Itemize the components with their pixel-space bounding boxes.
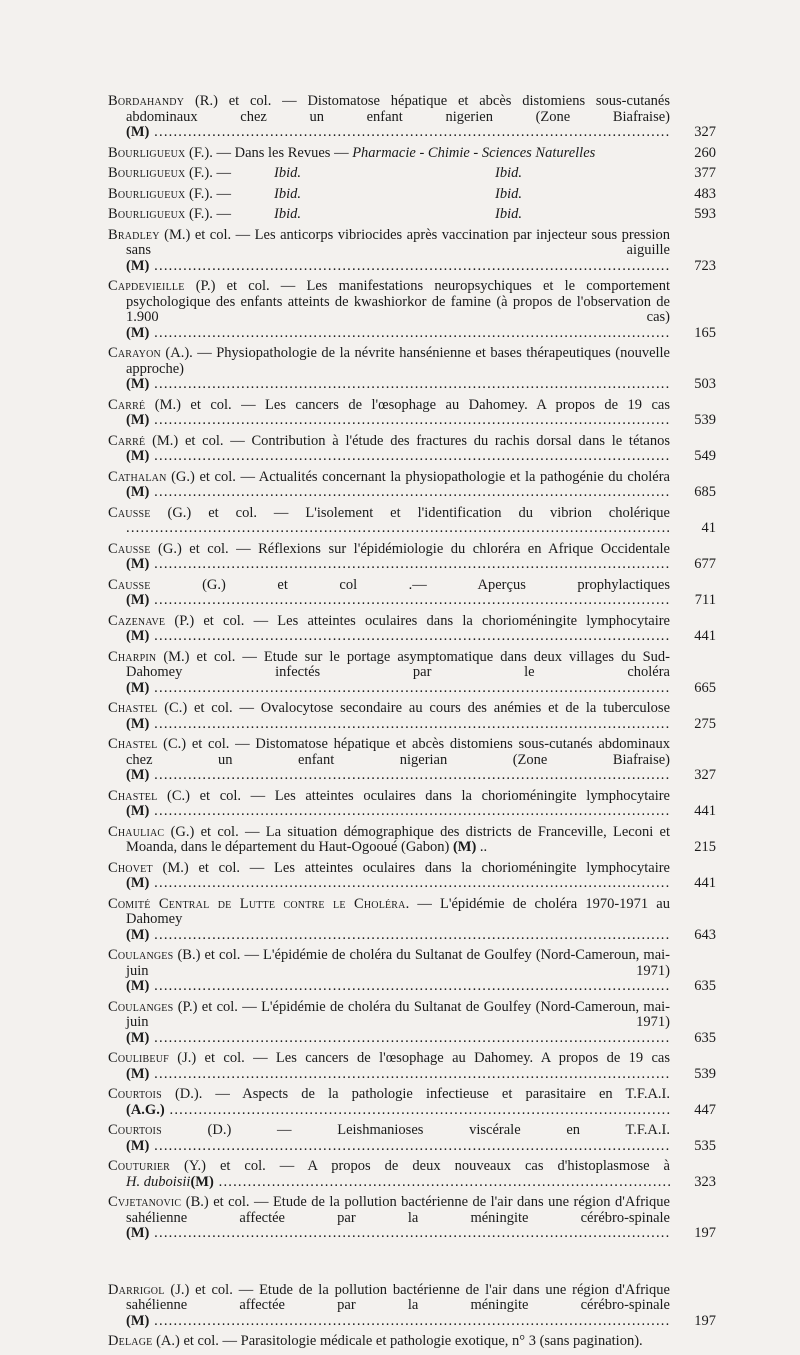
entry-tail bbox=[126, 927, 670, 943]
article-type-marker: (M) bbox=[126, 679, 150, 696]
entries-d bbox=[108, 1283, 716, 1350]
entry-tail bbox=[126, 680, 670, 696]
page-number: 677 bbox=[694, 556, 716, 572]
author-name: Causse bbox=[108, 541, 151, 557]
entry-text bbox=[108, 470, 670, 501]
index-entry bbox=[108, 650, 716, 697]
article-type-marker: (M) bbox=[126, 978, 150, 994]
author-name: Comité Central de Lutte contre le Choléra bbox=[108, 896, 406, 912]
page-number: 275 bbox=[694, 715, 716, 732]
author-name: Capdevieille bbox=[108, 279, 185, 294]
page-number: 503 bbox=[694, 376, 716, 392]
entry-text bbox=[108, 228, 670, 275]
index-entry bbox=[108, 701, 716, 732]
entry-text bbox=[108, 94, 670, 141]
page-number: 539 bbox=[694, 412, 716, 428]
page-number: 441 bbox=[694, 803, 716, 819]
entry-text bbox=[108, 1159, 670, 1190]
entry-text bbox=[108, 1334, 670, 1350]
entry-text bbox=[108, 346, 670, 393]
article-type-marker: (M) bbox=[126, 1065, 150, 1082]
page-number: 197 bbox=[694, 1312, 716, 1329]
entry-tail bbox=[126, 520, 670, 536]
entry-text bbox=[108, 789, 670, 820]
index-entry bbox=[108, 1283, 716, 1330]
page-number: 441 bbox=[694, 875, 716, 891]
entry-text bbox=[108, 578, 670, 609]
entry-tail bbox=[126, 1030, 670, 1046]
author-name: Causse bbox=[108, 505, 151, 521]
entry-text bbox=[108, 948, 670, 995]
entry-title: (P.) et col. — L'épidémie de choléra du Sultanat de Goulfey (Nord-Cameroun, mai-juin 1971) bbox=[126, 999, 670, 1030]
page-number: 549 bbox=[694, 448, 716, 464]
journal-title: Pharmacie - Chimie - Sciences Naturelles bbox=[352, 145, 596, 161]
article-type-marker: (M) bbox=[126, 628, 150, 644]
author-name: Chastel bbox=[108, 788, 158, 804]
index-entry bbox=[108, 948, 716, 995]
entry-title: (P.) et col. — Les manifestations neuropsychiques et le comportement psychologique des enfants atteints de kwashiorkor de famine (à propos de l'observation de 1.900 cas) bbox=[126, 279, 670, 325]
section-gap bbox=[108, 1247, 716, 1283]
entry-text bbox=[108, 650, 670, 697]
entry-text bbox=[108, 701, 670, 732]
ibid-reference: Ibid. bbox=[495, 186, 522, 202]
entry-title: (J.) et col. — Etude de la pollution bactérienne de l'air dans une région d'Afrique sahélienne affectée par la méningite cérébro-spinale bbox=[126, 1282, 670, 1313]
article-type-marker: (M) bbox=[190, 1173, 214, 1190]
page-number: 260 bbox=[694, 144, 716, 161]
index-entry bbox=[108, 94, 716, 141]
author-name: Cathalan bbox=[108, 469, 167, 485]
index-entry bbox=[108, 506, 716, 537]
entry-tail bbox=[126, 1225, 670, 1241]
entry-text bbox=[108, 1195, 670, 1242]
entry-tail bbox=[126, 258, 670, 274]
index-entry bbox=[108, 228, 716, 275]
entry-tail bbox=[126, 1138, 670, 1154]
page-number: 635 bbox=[694, 978, 716, 994]
author-name: Couturier bbox=[108, 1159, 171, 1174]
entry-title: (J.) et col. — Les cancers de l'œsophage au Dahomey. A propos de 19 cas bbox=[168, 1051, 670, 1066]
ibid-reference: Ibid. bbox=[274, 166, 301, 181]
entry-text bbox=[108, 166, 670, 182]
index-entry bbox=[108, 1087, 716, 1118]
author-name: Causse bbox=[108, 577, 151, 593]
page-number: 197 bbox=[694, 1225, 716, 1241]
page-number: 483 bbox=[694, 185, 716, 202]
entry-text bbox=[108, 398, 670, 429]
page-number: 377 bbox=[694, 165, 716, 181]
entry-separator: (F.). — bbox=[185, 166, 231, 181]
page-number: 165 bbox=[694, 324, 716, 341]
index-entry bbox=[108, 542, 716, 573]
author-name: Coulanges bbox=[108, 948, 174, 963]
index-entry bbox=[108, 1051, 716, 1082]
entry-title: (A.) et col. — Parasitologie médicale et pathologie exotique, n° 3 (sans pagination). bbox=[152, 1334, 643, 1349]
author-name: Bourligueux bbox=[108, 207, 186, 222]
article-type-marker: (M) bbox=[126, 1137, 150, 1154]
author-name: Bourligueux bbox=[108, 166, 186, 181]
ibid-reference: Ibid. bbox=[495, 166, 522, 181]
article-type-marker: (M) bbox=[126, 1029, 150, 1046]
entry-separator: (F.). — bbox=[185, 186, 231, 202]
entry-tail bbox=[352, 146, 595, 161]
author-name: Chovet bbox=[108, 860, 153, 876]
entry-text bbox=[108, 1087, 670, 1118]
entry-title: (R.) et col. — Distomatose hépatique et abcès distomiens sous-cutanés abdominaux chez un enfant nigerien (Zone Biafraise) bbox=[126, 94, 670, 125]
index-entry bbox=[108, 166, 716, 182]
entry-tail bbox=[126, 448, 670, 464]
ibid-reference: Ibid. bbox=[495, 207, 522, 222]
entry-tail bbox=[126, 803, 670, 819]
page-number: 327 bbox=[694, 767, 716, 783]
entry-title: (M.) et col. — Etude sur le portage asymptomatique dans deux villages du Sud-Dahomey infectés par le choléra bbox=[126, 649, 670, 680]
author-name: Carayon bbox=[108, 346, 161, 361]
article-type-marker: (M) bbox=[126, 1312, 150, 1329]
page-number: 665 bbox=[694, 679, 716, 696]
entry-title: (D.) — Leishmanioses viscérale en T.F.A.I. bbox=[161, 1123, 670, 1138]
entry-text bbox=[108, 1000, 670, 1047]
entry-title: (C.) et col. — Ovalocytose secondaire au cours des anémies et de la tuberculose bbox=[157, 701, 670, 716]
article-type-marker: (M) bbox=[126, 257, 150, 274]
author-name: Coulanges bbox=[108, 999, 174, 1015]
entry-title: (M.) et col. — Les atteintes oculaires dans la chorioméningite lymphocytaire bbox=[152, 860, 670, 876]
entry-text bbox=[108, 1283, 670, 1330]
article-type-marker: (M) bbox=[126, 767, 150, 783]
entry-text bbox=[108, 1051, 670, 1082]
entry-title: (M.) et col. — Les cancers de l'œsophage au Dahomey. A propos de 19 cas bbox=[145, 397, 670, 413]
page-number: 711 bbox=[694, 592, 716, 608]
author-name: Chastel bbox=[108, 737, 158, 752]
index-entry bbox=[108, 346, 716, 393]
entry-tail bbox=[126, 325, 670, 341]
entry-title: (B.) et col. — Etude de la pollution bactérienne de l'air dans une région d'Afrique sahélienne affectée par la méningite cérébro-spinale bbox=[126, 1195, 670, 1226]
leader-dots: .. bbox=[476, 839, 488, 855]
author-name: Bordahandy bbox=[108, 94, 185, 109]
author-name: Courtois bbox=[108, 1087, 162, 1102]
index-entry bbox=[108, 1159, 716, 1190]
article-type-marker: (M) bbox=[452, 839, 477, 855]
index-entry bbox=[108, 1123, 716, 1154]
page-number: 643 bbox=[694, 926, 716, 943]
page-number: 635 bbox=[694, 1029, 716, 1046]
author-name: Carré bbox=[108, 397, 146, 413]
page-number: 215 bbox=[694, 839, 716, 855]
page-number: 723 bbox=[694, 257, 716, 274]
index-entry bbox=[108, 861, 716, 892]
index-entry bbox=[108, 1195, 716, 1242]
entry-text bbox=[108, 279, 670, 341]
article-type-marker: (M) bbox=[126, 412, 150, 428]
entry-title: (B.) et col. — L'épidémie de choléra du Sultanat de Goulfey (Nord-Cameroun, mai-juin 1971) bbox=[126, 948, 670, 979]
index-entry bbox=[108, 897, 716, 944]
entry-title: (C.) et col. — Les atteintes oculaires dans la chorioméningite lymphocytaire bbox=[157, 788, 670, 804]
index-entry bbox=[108, 825, 716, 856]
author-name: Chastel bbox=[108, 701, 158, 716]
entry-tail bbox=[126, 1102, 670, 1118]
page-number: 323 bbox=[694, 1173, 716, 1190]
entry-title: (M.) et col. — Contribution à l'étude des fractures du rachis dorsal dans le tétanos bbox=[145, 433, 670, 449]
author-index bbox=[108, 94, 716, 1355]
page-number: 447 bbox=[694, 1101, 716, 1118]
entry-text bbox=[108, 506, 670, 537]
entry-title: (G.) et col .— Aperçus prophylactiques bbox=[150, 577, 670, 593]
article-type-marker: (M) bbox=[126, 376, 150, 392]
page-number: 539 bbox=[694, 1065, 716, 1082]
entry-text bbox=[108, 1123, 670, 1154]
entry-tail bbox=[126, 1066, 670, 1082]
author-name: Cazenave bbox=[108, 613, 166, 629]
entry-title: (C.) et col. — Distomatose hépatique et abcès distomiens sous-cutanés abdominaux chez un enfant nigerian (Zone Biafraise) bbox=[126, 737, 670, 768]
journal-title: H. duboisii bbox=[126, 1173, 191, 1190]
entry-tail bbox=[126, 124, 670, 140]
index-entry bbox=[108, 207, 716, 223]
author-name: Darrigol bbox=[108, 1282, 165, 1298]
index-entry bbox=[108, 1000, 716, 1047]
entry-text bbox=[108, 187, 670, 203]
article-type-marker: (M) bbox=[126, 803, 150, 819]
entry-tail bbox=[453, 839, 487, 855]
entry-tail bbox=[126, 484, 670, 500]
page-number: 441 bbox=[694, 628, 716, 644]
entry-title: (D.). — Aspects de la pathologie infectieuse et parasitaire en T.F.A.I. bbox=[161, 1087, 670, 1102]
entry-tail bbox=[126, 1174, 670, 1190]
article-type-marker: (M) bbox=[126, 448, 150, 464]
entry-tail bbox=[126, 628, 670, 644]
page-number: 327 bbox=[694, 124, 716, 140]
article-type-marker: (M) bbox=[126, 124, 150, 140]
index-entry bbox=[108, 614, 716, 645]
entry-text bbox=[108, 146, 670, 162]
entry-separator: (F.). — bbox=[185, 207, 231, 222]
index-entry bbox=[108, 737, 716, 784]
article-type-marker: (M) bbox=[126, 324, 150, 341]
article-type-marker: (A.G.) bbox=[126, 1101, 165, 1118]
entry-tail bbox=[126, 978, 670, 994]
index-entry bbox=[108, 470, 716, 501]
article-type-marker: (M) bbox=[126, 556, 150, 572]
article-type-marker: (M) bbox=[126, 1225, 150, 1241]
author-name: Coulibeuf bbox=[108, 1051, 169, 1066]
entry-tail bbox=[126, 875, 670, 891]
entry-title: (A.). — Physiopathologie de la névrite hansénienne et bases thérapeutiques (nouvelle approche) bbox=[126, 346, 670, 377]
author-name: Bradley bbox=[108, 227, 160, 243]
entry-tail bbox=[126, 767, 670, 783]
article-type-marker: (M) bbox=[126, 875, 150, 891]
index-entry bbox=[108, 578, 716, 609]
entry-title: (G.) et col. — Réflexions sur l'épidémiologie du chloréra en Afrique Occidentale bbox=[150, 541, 670, 557]
entry-title: (G.) et col. — La situation démographique des districts de Franceville, Leconi et Moanda, dans le département du Haut-Ogooué (Gabon) bbox=[126, 824, 670, 855]
index-entry bbox=[108, 187, 716, 203]
entry-tail bbox=[126, 716, 670, 732]
entry-title: (F.). — Dans les Revues — bbox=[185, 145, 353, 161]
entry-text bbox=[108, 861, 670, 892]
author-name: Bourligueux bbox=[108, 186, 186, 202]
index-entry bbox=[108, 1334, 716, 1350]
page-number: 41 bbox=[701, 520, 716, 536]
entry-title: (P.) et col. — Les atteintes oculaires dans la chorioméningite lymphocytaire bbox=[165, 613, 670, 629]
author-name: Courtois bbox=[108, 1123, 162, 1138]
author-name: Carré bbox=[108, 433, 146, 449]
entry-text bbox=[108, 737, 670, 784]
index-entry bbox=[108, 146, 716, 162]
index-entry bbox=[108, 789, 716, 820]
author-name: Bourligueux bbox=[108, 145, 186, 161]
entry-tail bbox=[126, 376, 670, 392]
author-name: Delage bbox=[108, 1334, 153, 1349]
page-number: 593 bbox=[694, 206, 716, 222]
author-name: Charpin bbox=[108, 649, 157, 665]
entry-title: (G.) et col. — Actualités concernant la physiopathologie et la pathogénie du choléra bbox=[166, 469, 670, 485]
index-entry bbox=[108, 434, 716, 465]
ibid-reference: Ibid. bbox=[274, 207, 301, 222]
entry-text bbox=[108, 614, 670, 645]
entry-title: (G.) et col. — L'isolement et l'identification du vibrion cholérique bbox=[150, 505, 670, 521]
article-type-marker: (M) bbox=[126, 926, 150, 943]
entry-tail bbox=[126, 1313, 670, 1329]
entry-title: (M.) et col. — Les anticorps vibriocides après vaccination par injecteur sous pression sans aiguille bbox=[126, 227, 670, 258]
article-type-marker: (M) bbox=[126, 715, 150, 732]
entry-text bbox=[108, 542, 670, 573]
entry-text bbox=[108, 207, 670, 223]
author-name: Chauliac bbox=[108, 824, 165, 840]
entry-text bbox=[108, 825, 670, 856]
index-entry bbox=[108, 279, 716, 341]
entry-text bbox=[108, 897, 670, 944]
entry-tail bbox=[126, 592, 670, 608]
entries-c bbox=[108, 94, 716, 1242]
article-type-marker: (M) bbox=[126, 592, 150, 608]
entry-title: . — L'épidémie de choléra 1970-1971 au Dahomey bbox=[126, 896, 670, 927]
index-entry bbox=[108, 398, 716, 429]
page-number: 685 bbox=[694, 484, 716, 500]
entry-tail bbox=[126, 556, 670, 572]
article-type-marker: (M) bbox=[126, 484, 150, 500]
author-name: Cvjetanovic bbox=[108, 1195, 182, 1210]
page-number: 535 bbox=[694, 1137, 716, 1154]
entry-tail bbox=[126, 412, 670, 428]
entry-title: (Y.) et col. — A propos de deux nouveaux cas d'histoplasmose à bbox=[170, 1159, 670, 1174]
ibid-reference: Ibid. bbox=[274, 186, 301, 202]
entry-text bbox=[108, 434, 670, 465]
